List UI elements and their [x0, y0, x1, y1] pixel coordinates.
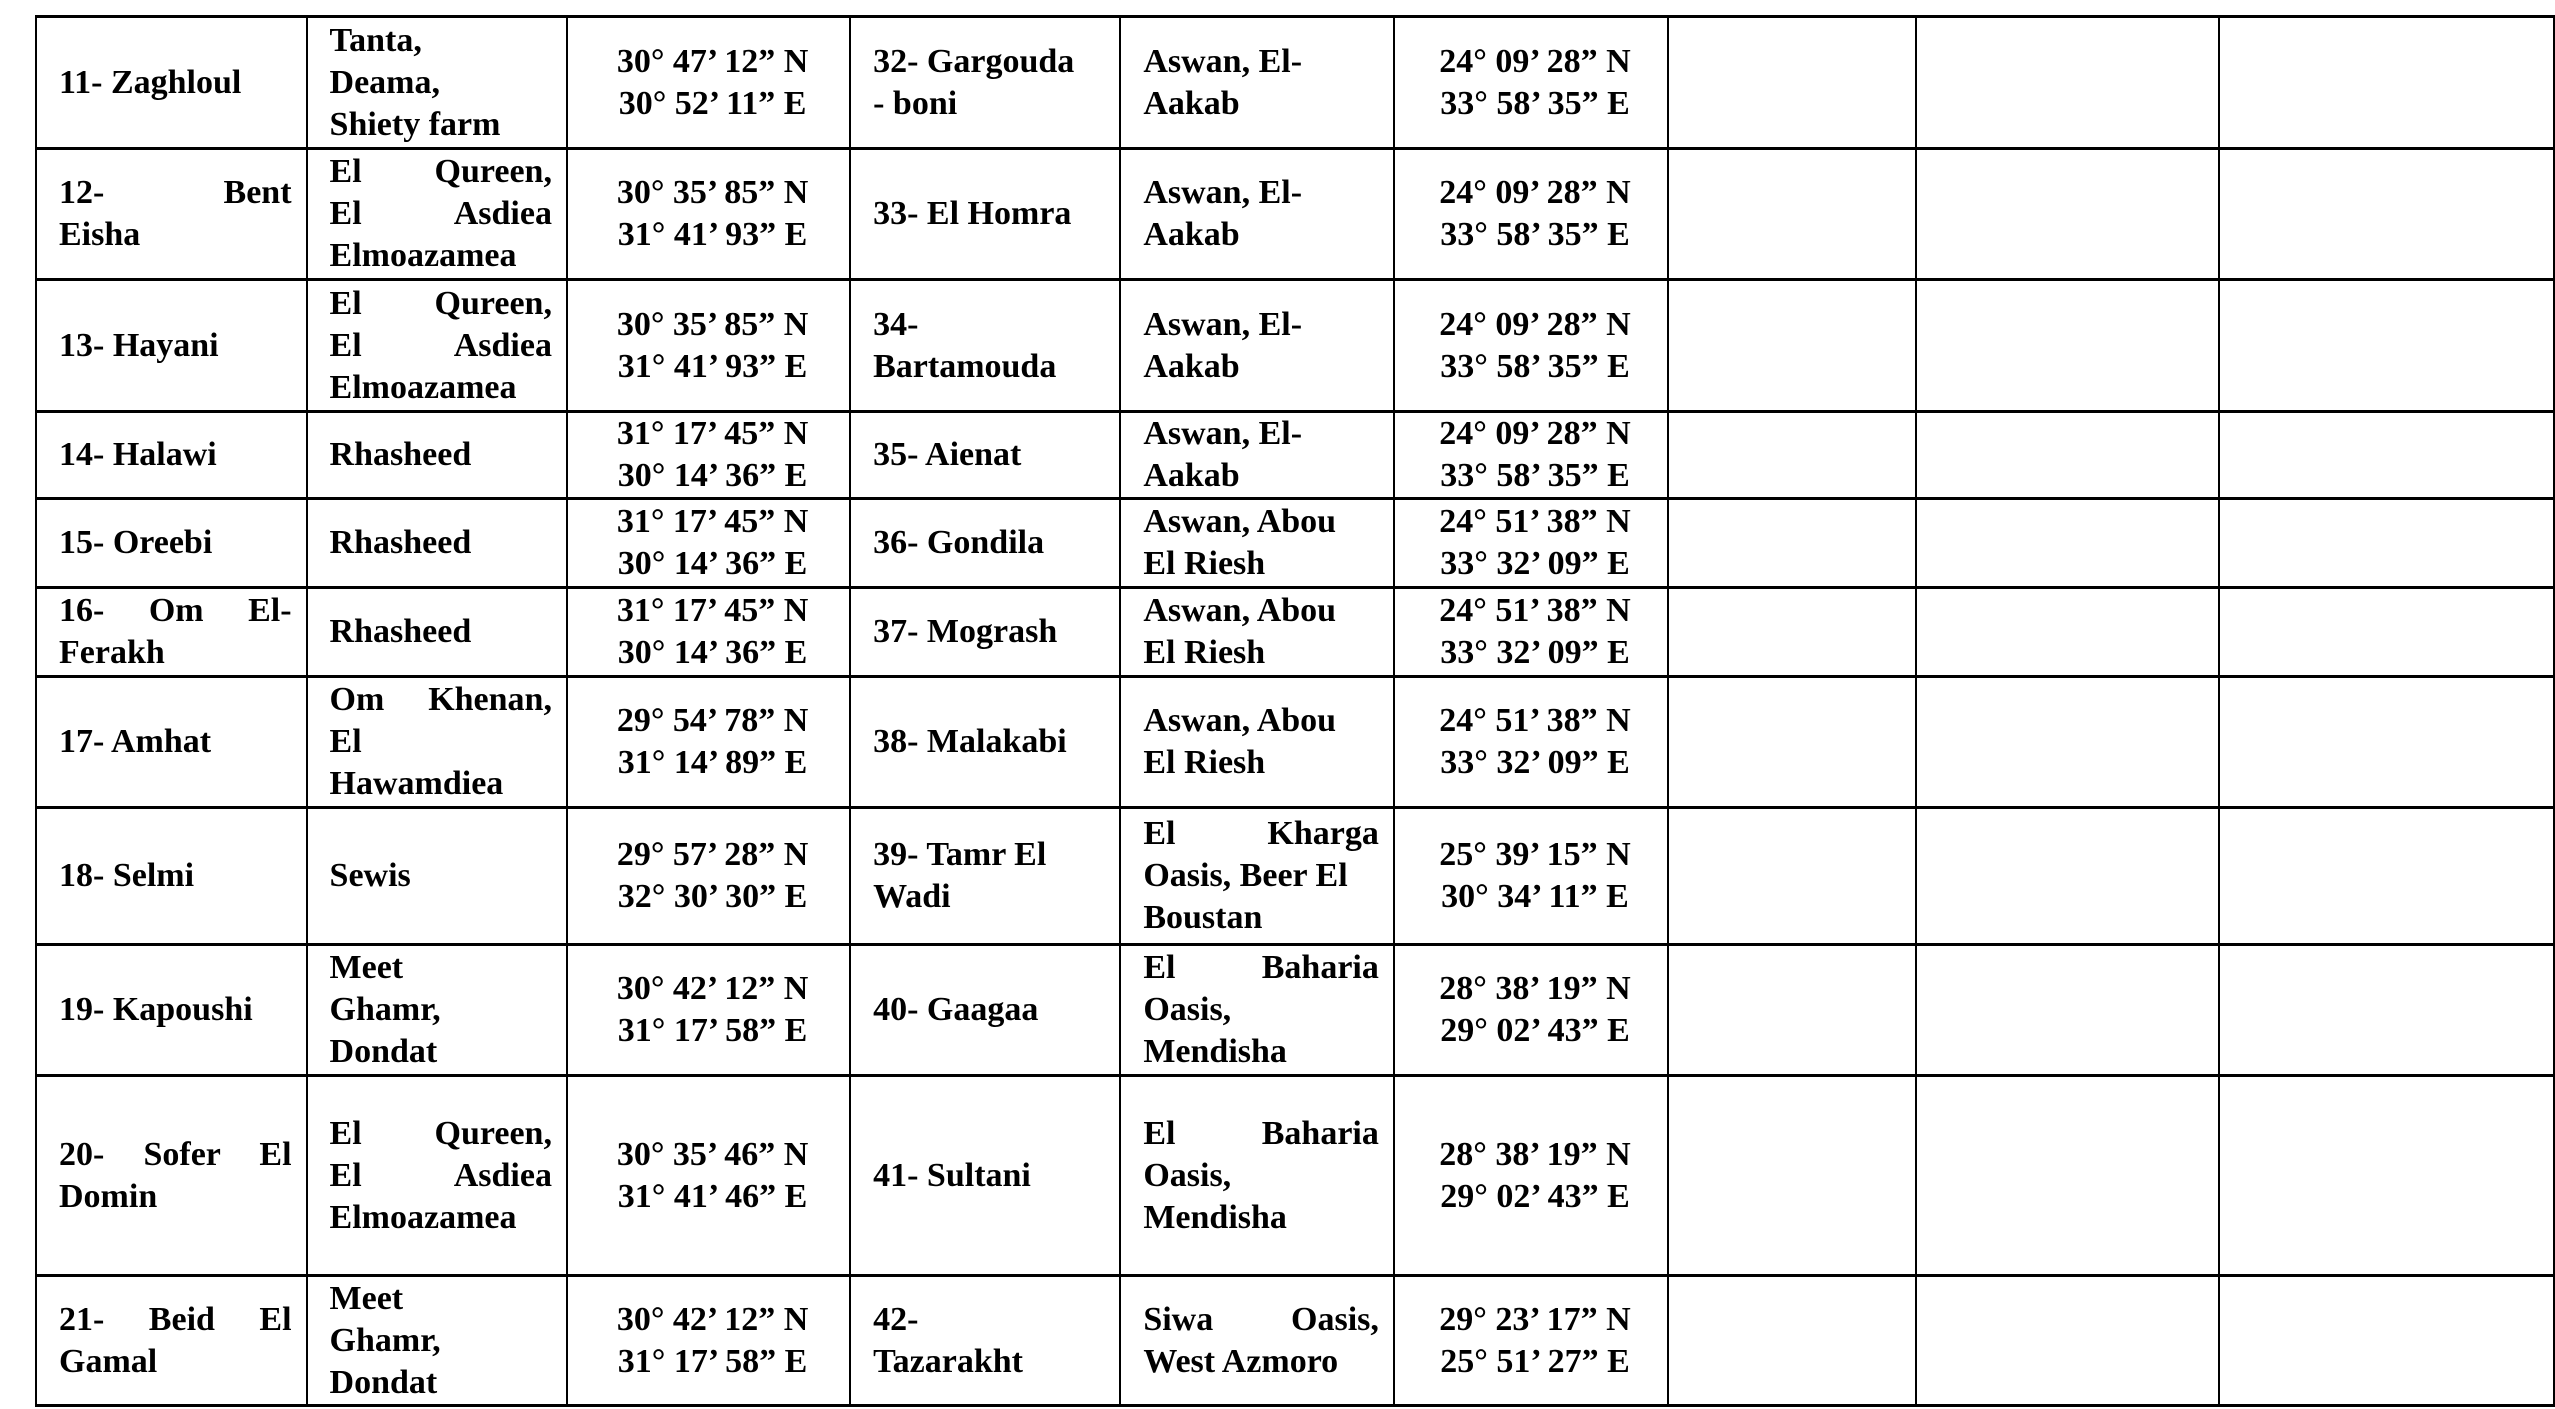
empty-cell [2219, 588, 2554, 677]
location-cell: Sewis [307, 808, 567, 945]
coordinates-cell: 29° 23’ 17” N 25° 51’ 27” E [1394, 1276, 1668, 1406]
empty-cell [2219, 280, 2554, 412]
cultivar-name-cell: 35- Aienat [850, 412, 1120, 499]
empty-cell [2219, 1076, 2554, 1276]
empty-cell [1916, 412, 2219, 499]
empty-cell [1668, 412, 1916, 499]
cultivar-name-cell: 16- Om El- Ferakh [36, 588, 307, 677]
empty-cell [2219, 808, 2554, 945]
table-row [36, 499, 2554, 588]
empty-cell [2219, 945, 2554, 1076]
empty-cell [1668, 1076, 1916, 1276]
cultivar-name-cell: 11- Zaghloul [36, 17, 307, 149]
location-cell: Meet Ghamr, Dondat [307, 1276, 567, 1406]
coordinates-cell: 24° 51’ 38” N 33° 32’ 09” E [1394, 677, 1668, 808]
coordinates-cell: 24° 51’ 38” N 33° 32’ 09” E [1394, 499, 1668, 588]
location-cell: El Qureen, El Asdiea Elmoazamea [307, 149, 567, 280]
coordinates-cell: 29° 54’ 78” N 31° 14’ 89” E [567, 677, 850, 808]
cultivar-name-cell: 32- Gargouda - boni [850, 17, 1120, 149]
cultivar-name-cell: 17- Amhat [36, 677, 307, 808]
empty-cell [1916, 588, 2219, 677]
table-row [36, 17, 2554, 149]
cultivar-name-cell: 19- Kapoushi [36, 945, 307, 1076]
empty-cell [1668, 1276, 1916, 1406]
coordinates-cell: 30° 35’ 85” N 31° 41’ 93” E [567, 149, 850, 280]
location-cell: Meet Ghamr, Dondat [307, 945, 567, 1076]
coordinates-cell: 24° 51’ 38” N 33° 32’ 09” E [1394, 588, 1668, 677]
location-cell: Aswan, El- Aakab [1120, 17, 1394, 149]
location-cell: Rhasheed [307, 412, 567, 499]
empty-cell [1916, 1076, 2219, 1276]
empty-cell [2219, 677, 2554, 808]
date-palm-sites-table [35, 15, 2555, 1407]
table-row [36, 1076, 2554, 1276]
location-cell: Aswan, El- Aakab [1120, 149, 1394, 280]
coordinates-cell: 29° 57’ 28” N 32° 30’ 30” E [567, 808, 850, 945]
empty-cell [2219, 499, 2554, 588]
empty-cell [1916, 1276, 2219, 1406]
empty-cell [1916, 808, 2219, 945]
empty-cell [1668, 499, 1916, 588]
empty-cell [1668, 280, 1916, 412]
coordinates-cell: 28° 38’ 19” N 29° 02’ 43” E [1394, 1076, 1668, 1276]
location-cell: Siwa Oasis, West Azmoro [1120, 1276, 1394, 1406]
empty-cell [1916, 280, 2219, 412]
cultivar-name-cell: 33- El Homra [850, 149, 1120, 280]
cultivar-name-cell: 41- Sultani [850, 1076, 1120, 1276]
coordinates-cell: 31° 17’ 45” N 30° 14’ 36” E [567, 588, 850, 677]
empty-cell [1916, 677, 2219, 808]
cultivar-name-cell: 39- Tamr El Wadi [850, 808, 1120, 945]
cultivar-name-cell: 42- Tazarakht [850, 1276, 1120, 1406]
cultivar-name-cell: 38- Malakabi [850, 677, 1120, 808]
cultivar-name-cell: 21- Beid El Gamal [36, 1276, 307, 1406]
table-row [36, 149, 2554, 280]
location-cell: El Qureen, El Asdiea Elmoazamea [307, 1076, 567, 1276]
location-cell: Om Khenan, El Hawamdiea [307, 677, 567, 808]
cultivar-name-cell: 40- Gaagaa [850, 945, 1120, 1076]
empty-cell [2219, 412, 2554, 499]
empty-cell [2219, 17, 2554, 149]
empty-cell [2219, 1276, 2554, 1406]
cultivar-name-cell: 18- Selmi [36, 808, 307, 945]
table-row [36, 945, 2554, 1076]
location-cell: Aswan, El- Aakab [1120, 280, 1394, 412]
coordinates-cell: 24° 09’ 28” N 33° 58’ 35” E [1394, 149, 1668, 280]
location-cell: Aswan, Abou El Riesh [1120, 499, 1394, 588]
location-cell: Aswan, Abou El Riesh [1120, 588, 1394, 677]
table-row [36, 280, 2554, 412]
empty-cell [1668, 588, 1916, 677]
coordinates-cell: 24° 09’ 28” N 33° 58’ 35” E [1394, 412, 1668, 499]
empty-cell [1916, 149, 2219, 280]
coordinates-cell: 30° 42’ 12” N 31° 17’ 58” E [567, 1276, 850, 1406]
empty-cell [2219, 149, 2554, 280]
coordinates-cell: 30° 35’ 85” N 31° 41’ 93” E [567, 280, 850, 412]
coordinates-cell: 31° 17’ 45” N 30° 14’ 36” E [567, 499, 850, 588]
cultivar-name-cell: 12- Bent Eisha [36, 149, 307, 280]
cultivar-name-cell: 15- Oreebi [36, 499, 307, 588]
location-cell: El Qureen, El Asdiea Elmoazamea [307, 280, 567, 412]
cultivar-name-cell: 20- Sofer El Domin [36, 1076, 307, 1276]
cultivar-name-cell: 13- Hayani [36, 280, 307, 412]
table-row [36, 1276, 2554, 1406]
cultivar-name-cell: 36- Gondila [850, 499, 1120, 588]
coordinates-cell: 28° 38’ 19” N 29° 02’ 43” E [1394, 945, 1668, 1076]
table-row [36, 588, 2554, 677]
cultivar-name-cell: 34- Bartamouda [850, 280, 1120, 412]
empty-cell [1668, 945, 1916, 1076]
coordinates-cell: 24° 09’ 28” N 33° 58’ 35” E [1394, 17, 1668, 149]
cultivar-name-cell: 37- Mogrash [850, 588, 1120, 677]
coordinates-cell: 31° 17’ 45” N 30° 14’ 36” E [567, 412, 850, 499]
coordinates-cell: 30° 35’ 46” N 31° 41’ 46” E [567, 1076, 850, 1276]
location-cell: Tanta, Deama, Shiety farm [307, 17, 567, 149]
empty-cell [1668, 149, 1916, 280]
coordinates-cell: 30° 47’ 12” N 30° 52’ 11” E [567, 17, 850, 149]
empty-cell [1668, 808, 1916, 945]
location-cell: El Baharia Oasis, Mendisha [1120, 945, 1394, 1076]
location-cell: Aswan, El- Aakab [1120, 412, 1394, 499]
location-cell: Rhasheed [307, 499, 567, 588]
table-row [36, 677, 2554, 808]
coordinates-cell: 25° 39’ 15” N 30° 34’ 11” E [1394, 808, 1668, 945]
table-row [36, 412, 2554, 499]
empty-cell [1668, 17, 1916, 149]
location-cell: Aswan, Abou El Riesh [1120, 677, 1394, 808]
empty-cell [1916, 499, 2219, 588]
location-cell: El Kharga Oasis, Beer El Boustan [1120, 808, 1394, 945]
cultivar-name-cell: 14- Halawi [36, 412, 307, 499]
table-row [36, 808, 2554, 945]
location-cell: El Baharia Oasis, Mendisha [1120, 1076, 1394, 1276]
coordinates-cell: 24° 09’ 28” N 33° 58’ 35” E [1394, 280, 1668, 412]
empty-cell [1668, 677, 1916, 808]
empty-cell [1916, 17, 2219, 149]
empty-cell [1916, 945, 2219, 1076]
location-cell: Rhasheed [307, 588, 567, 677]
coordinates-cell: 30° 42’ 12” N 31° 17’ 58” E [567, 945, 850, 1076]
